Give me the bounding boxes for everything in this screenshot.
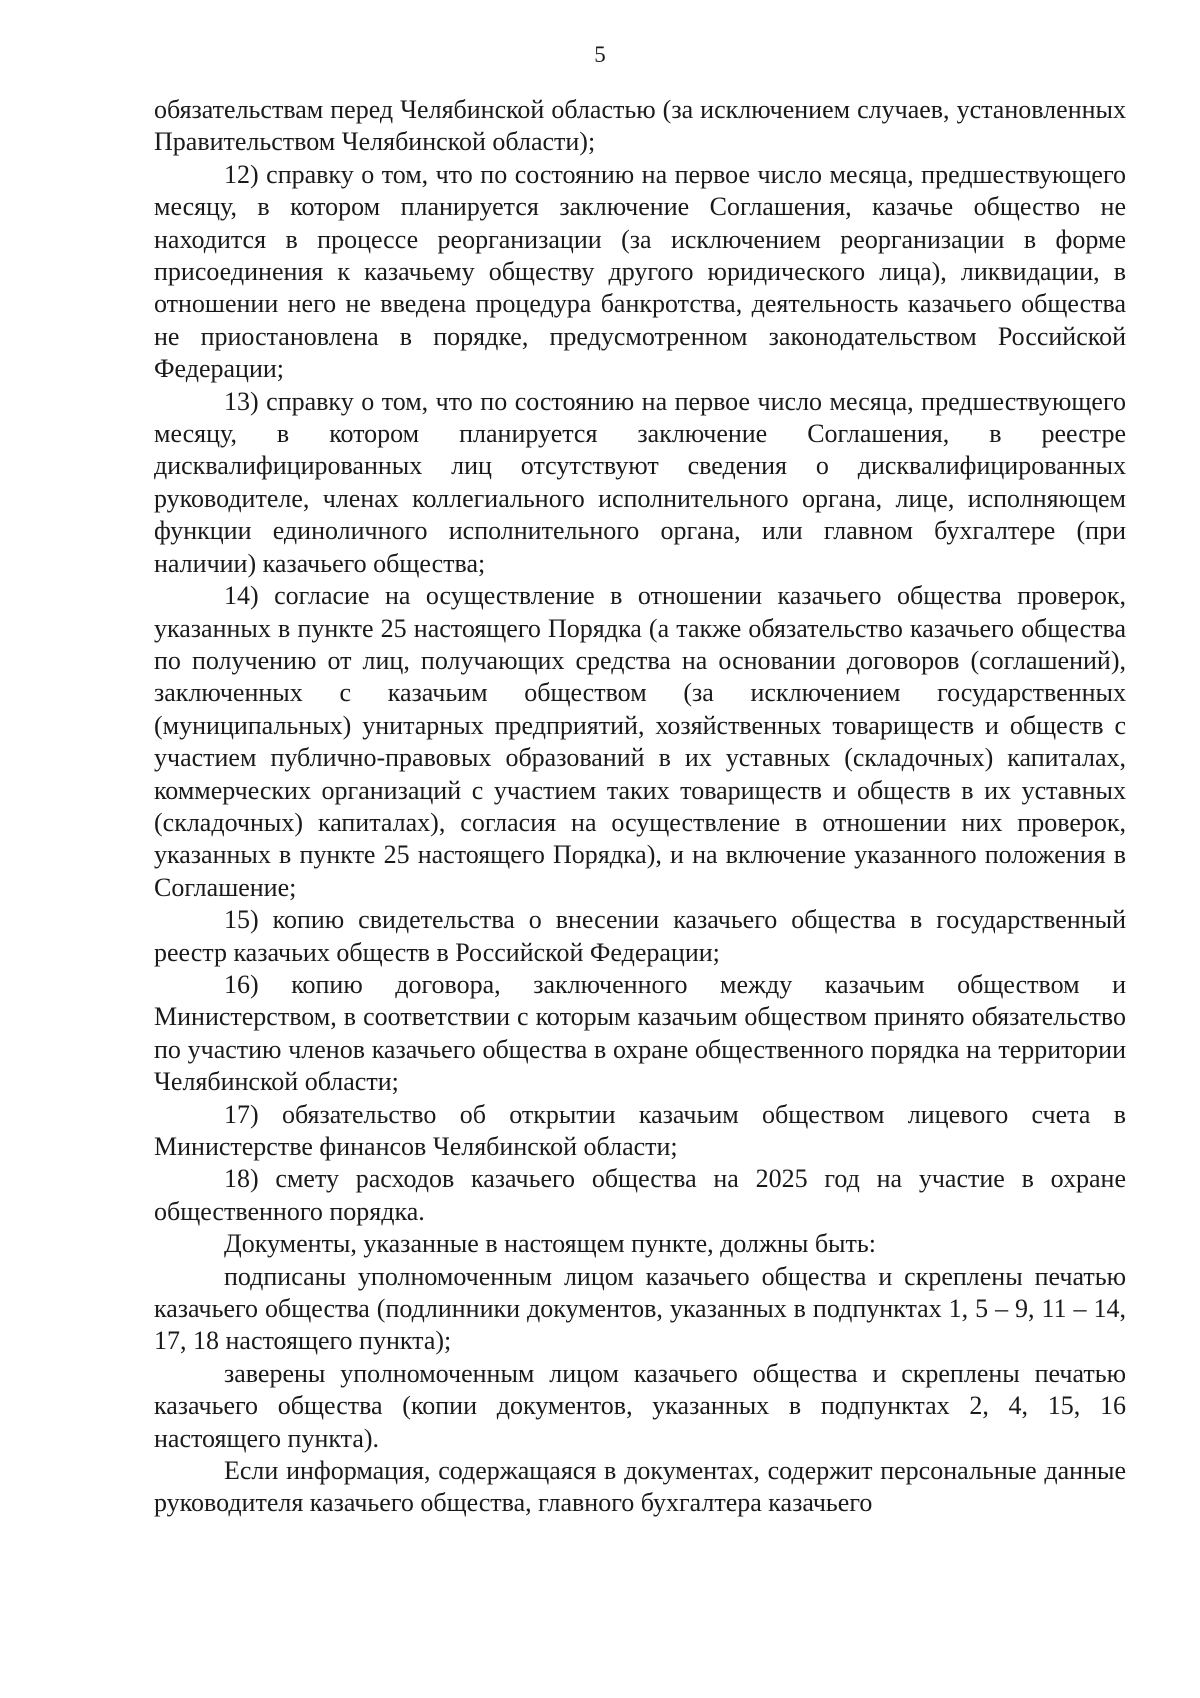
paragraph-continuation: обязательствам перед Челябинской областью (за исключением случаев, установленных Правительством Челябинской области); xyxy=(154,95,1126,157)
paragraph-item-13: 13) справку о том, что по состоянию на первое число месяца, предшествующего месяцу, в котором планируется заключение Соглашения, в реестре дисквалифицированных лиц отсутствуют сведения о дисквалифицированных руководителе, членах коллегиального исполнительного органа, лице, исполняющем функции единоличного исполнительного органа, или главном бухгалтере (при наличии) казачьего общества; xyxy=(154,386,1126,578)
paragraph-personal-data: Если информация, содержащаяся в документах, содержит персональные данные руководителя казачьего общества, главного бухгалтера казачьего xyxy=(154,1456,1126,1518)
paragraph-item-18: 18) смету расходов казачьего общества на 2025 год на участие в охране общественного порядка. xyxy=(154,1164,1126,1226)
paragraph-documents-requirements: Документы, указанные в настоящем пункте, должны быть: xyxy=(224,1229,876,1259)
paragraph-item-17: 17) обязательство об открытии казачьим обществом лицевого счета в Министерстве финансов Челябинской области; xyxy=(154,1099,1126,1161)
paragraph-certified-copies: заверены уполномоченным лицом казачьего общества и скреплены печатью казачьего общества (копии документов, указанных в подпунктах 2, 4, 15, 16 настоящего пункта). xyxy=(154,1358,1126,1453)
paragraph-item-14: 14) согласие на осуществление в отношении казачьего общества проверок, указанных в пункте 25 настоящего Порядка (а также обязательство казачьего общества по получению от лиц, получающих средства на основании договоров (соглашений), заключенных с казачьим обществом (за исключением государственных (муниципальных) унитарных предприятий, хозяйственных товариществ и обществ с участием публично-правовых образований в их уставных (складочных) капиталах, коммерческих организаций с участием таких товариществ и обществ в их уставных (складочных) капиталах), согласия на осуществление в отношении них проверок, указанных в пункте 25 настоящего Порядка), и на включение указанного положения в Соглашение; xyxy=(154,581,1126,902)
page-number: 5 xyxy=(594,42,606,67)
paragraph-signed-originals: подписаны уполномоченным лицом казачьего общества и скреплены печатью казачьего общества (подлинники документов, указанных в подпунктах 1, 5 – 9, 11 – 14, 17, 18 настоящего пункта); xyxy=(154,1261,1126,1356)
paragraph-item-12: 12) справку о том, что по состоянию на первое число месяца, предшествующего месяцу, в котором планируется заключение Соглашения, казачье общество не находится в процессе реорганизации (за исключением реорганизации в форме присоединения к казачьему обществу другого юридического лица), ликвидации, в отношении него не введена процедура банкротства, деятельность казачьего общества не приостановлена в порядке, предусмотренном законодательством Российской Федерации; xyxy=(154,159,1126,384)
document-body xyxy=(154,94,1126,1520)
paragraph-item-15: 15) копию свидетельства о внесении казачьего общества в государственный реестр казачьих обществ в Российской Федерации; xyxy=(154,905,1126,967)
paragraph-item-16: 16) копию договора, заключенного между казачьим обществом и Министерством, в соответствии с которым казачьим обществом принято обязательство по участию членов казачьего общества в охране общественного порядка на территории Челябинской области; xyxy=(154,969,1126,1097)
